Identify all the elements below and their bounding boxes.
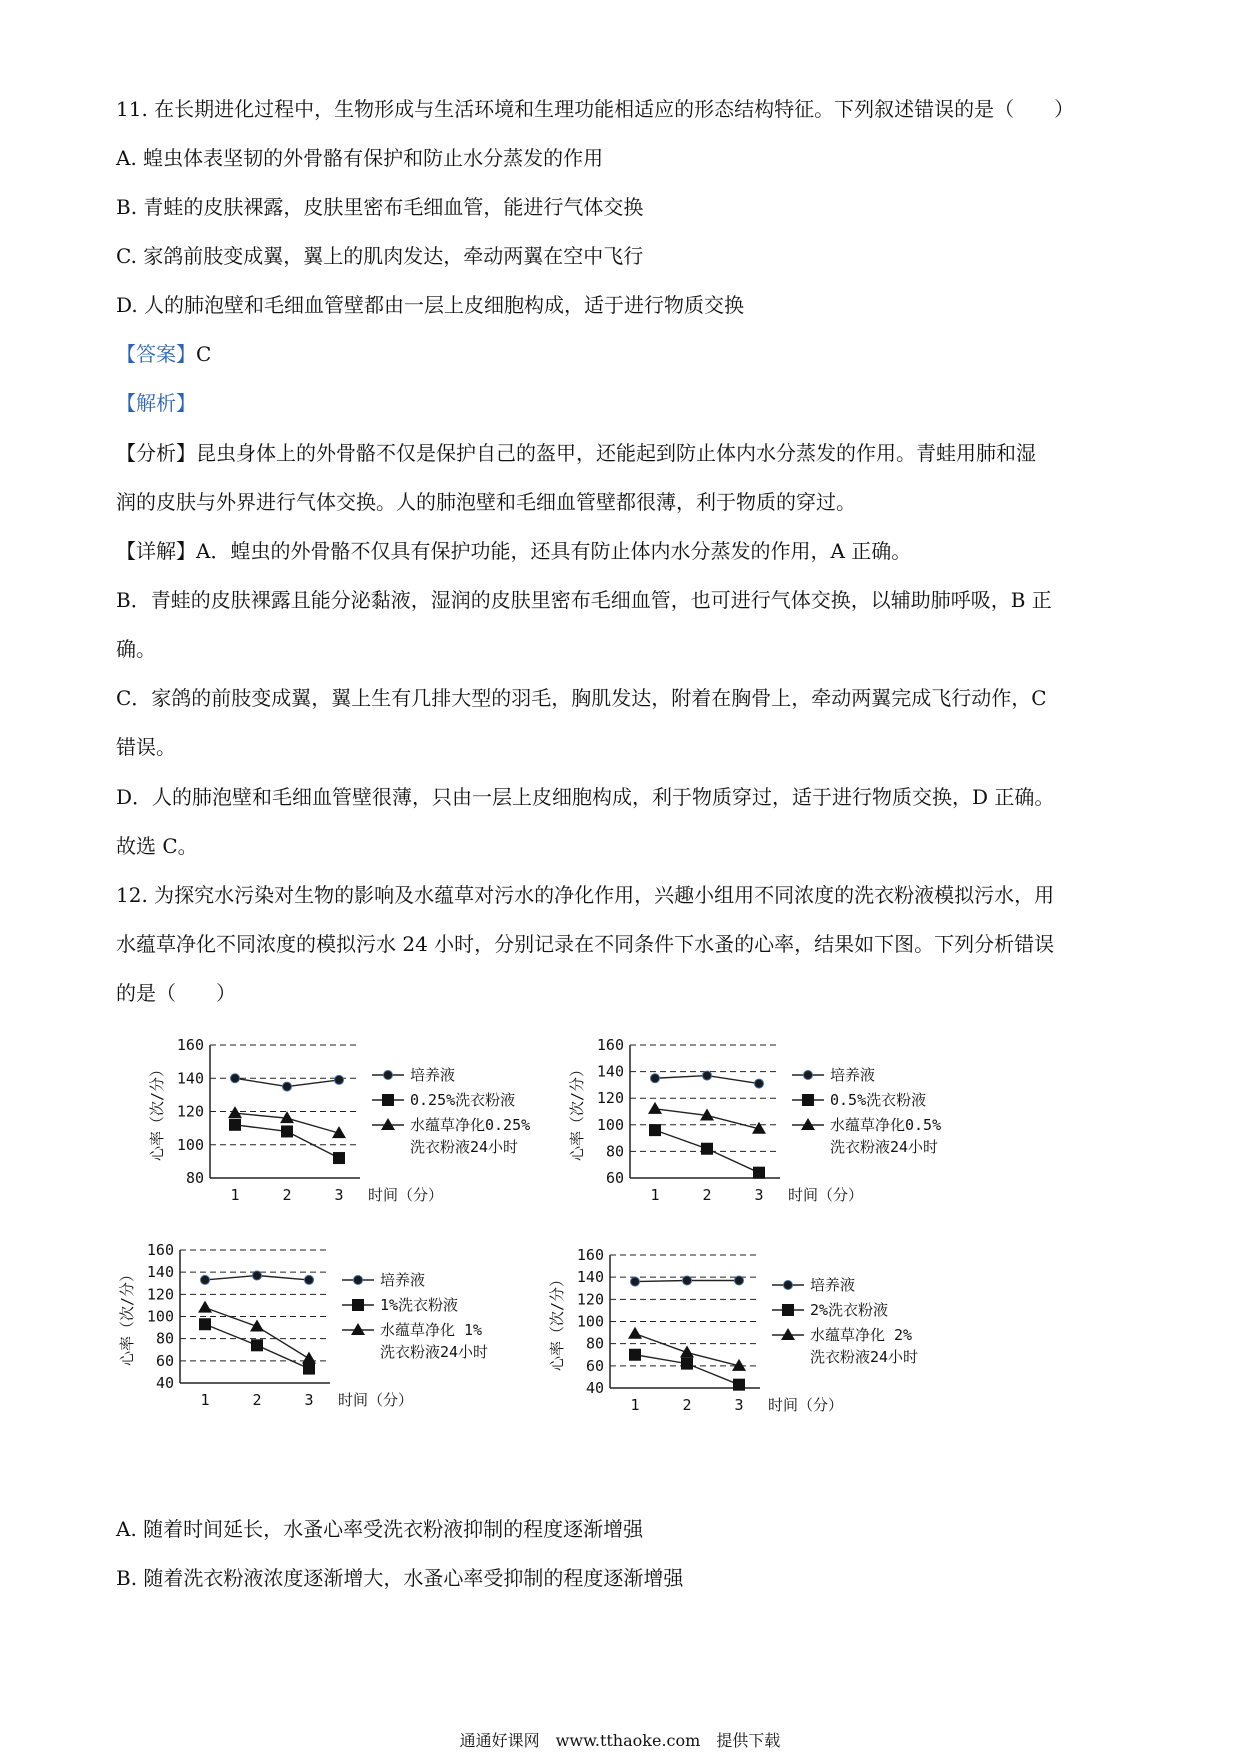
y-tick-label: 80 bbox=[605, 1142, 624, 1161]
y-axis-label: 心率（次/分） bbox=[148, 1061, 166, 1162]
legend-marker-circle bbox=[354, 1276, 363, 1285]
y-tick-label: 120 bbox=[176, 1102, 204, 1121]
y-tick-label: 120 bbox=[146, 1285, 174, 1304]
data-point-circle bbox=[735, 1276, 744, 1285]
x-tick-label: 1 bbox=[230, 1186, 240, 1204]
data-point-circle bbox=[201, 1275, 210, 1284]
x-tick-label: 1 bbox=[630, 1396, 640, 1414]
y-tick-label: 80 bbox=[185, 1169, 204, 1187]
detail-line: B．青蛙的皮肤裸露且能分泌黏液，湿润的皮肤里密布毛细血管，也可进行气体交换，以辅助肺呼吸，B 正 bbox=[116, 588, 1052, 612]
detail-line: 错误。 bbox=[116, 735, 176, 759]
data-point-square bbox=[733, 1379, 745, 1391]
y-axis-label: 心率（次/分） bbox=[568, 1061, 586, 1162]
x-tick-label: 2 bbox=[702, 1186, 712, 1204]
data-point-circle bbox=[253, 1271, 262, 1280]
detail-line: 【详解】A．蝗虫的外骨骼不仅具有保护功能，还具有防止体内水分蒸发的作用，A 正确。 bbox=[116, 539, 912, 563]
legend-marker-circle bbox=[804, 1071, 813, 1080]
q12-stem-line: 的是（ ） bbox=[116, 981, 236, 1005]
legend-marker-square bbox=[802, 1094, 814, 1106]
y-tick-label: 80 bbox=[585, 1334, 604, 1353]
data-point-circle bbox=[755, 1079, 764, 1088]
chart-1pct bbox=[110, 1235, 550, 1465]
y-tick-label: 160 bbox=[596, 1036, 624, 1054]
legend-label: 水蕴草净化 2% bbox=[810, 1326, 913, 1344]
legend-label: 1%洗衣粉液 bbox=[380, 1296, 459, 1314]
data-point-circle bbox=[335, 1075, 344, 1084]
data-point-circle bbox=[651, 1074, 660, 1083]
y-tick-label: 60 bbox=[585, 1356, 604, 1375]
x-tick-label: 1 bbox=[200, 1391, 210, 1409]
y-tick-label: 140 bbox=[146, 1263, 174, 1282]
answer-value: C bbox=[196, 342, 212, 366]
legend-label: 水蕴草净化0.5% bbox=[830, 1116, 942, 1134]
data-point-circle bbox=[283, 1082, 292, 1091]
data-point-circle bbox=[703, 1071, 712, 1080]
legend-marker-circle bbox=[384, 1071, 393, 1080]
y-tick-label: 160 bbox=[576, 1246, 604, 1264]
legend-marker-circle bbox=[784, 1281, 793, 1290]
y-tick-label: 100 bbox=[146, 1307, 174, 1326]
q11-option-a: A. 蝗虫体表坚韧的外骨骼有保护和防止水分蒸发的作用 bbox=[116, 146, 604, 170]
data-point-square bbox=[199, 1318, 211, 1330]
data-point-square bbox=[251, 1339, 263, 1351]
chart-0.25pct bbox=[140, 1030, 580, 1260]
detail-line: D．人的肺泡壁和毛细血管壁很薄，只由一层上皮细胞构成，利于物质穿过，适于进行物质交换，D 正确。 bbox=[116, 785, 1055, 809]
data-point-square bbox=[229, 1119, 241, 1131]
legend-label: 0.25%洗衣粉液 bbox=[410, 1091, 516, 1109]
data-point-square bbox=[753, 1167, 765, 1179]
data-point-triangle bbox=[302, 1352, 316, 1364]
data-point-triangle bbox=[680, 1346, 694, 1358]
data-point-triangle bbox=[228, 1106, 242, 1118]
footer: 通通好课网 www.tthaoke.com 提供下载 bbox=[459, 1731, 781, 1750]
legend-label: 洗衣粉液24小时 bbox=[810, 1348, 919, 1366]
analysis-line: 润的皮肤与外界进行气体交换。人的肺泡壁和毛细血管壁都很薄，利于物质的穿过。 bbox=[116, 490, 856, 514]
legend-label: 培养液 bbox=[810, 1276, 856, 1294]
x-tick-label: 3 bbox=[334, 1186, 344, 1204]
data-point-square bbox=[649, 1124, 661, 1136]
legend-marker-triangle bbox=[781, 1328, 795, 1340]
q12-option-b: B. 随着洗衣粉液浓度逐渐增大，水蚤心率受抑制的程度逐渐增强 bbox=[116, 1566, 684, 1590]
q12-stem-line: 水蕴草净化不同浓度的模拟污水 24 小时，分别记录在不同条件下水蚤的心率，结果如下图。下列分析错误 bbox=[116, 932, 1055, 956]
x-tick-label: 3 bbox=[754, 1186, 764, 1204]
y-tick-label: 100 bbox=[576, 1312, 604, 1331]
x-tick-label: 1 bbox=[650, 1186, 660, 1204]
y-axis-label: 心率（次/分） bbox=[118, 1266, 136, 1367]
y-tick-label: 40 bbox=[585, 1379, 604, 1397]
x-axis-label: 时间（分） bbox=[368, 1186, 444, 1204]
data-point-triangle bbox=[198, 1301, 212, 1313]
y-tick-label: 60 bbox=[155, 1351, 174, 1370]
y-axis-label: 心率（次/分） bbox=[548, 1271, 566, 1372]
data-point-triangle bbox=[628, 1327, 642, 1339]
x-axis-label: 时间（分） bbox=[338, 1391, 414, 1409]
data-point-square bbox=[629, 1349, 641, 1361]
legend-label: 培养液 bbox=[410, 1066, 456, 1084]
x-tick-label: 2 bbox=[252, 1391, 262, 1409]
data-point-square bbox=[701, 1143, 713, 1155]
y-tick-label: 100 bbox=[596, 1115, 624, 1134]
q11-option-c: C. 家鸽前肢变成翼，翼上的肌肉发达，牵动两翼在空中飞行 bbox=[116, 244, 644, 268]
legend-label: 洗衣粉液24小时 bbox=[380, 1343, 489, 1361]
x-tick-label: 2 bbox=[282, 1186, 292, 1204]
y-tick-label: 100 bbox=[176, 1135, 204, 1154]
x-axis-label: 时间（分） bbox=[768, 1396, 844, 1414]
legend-label: 水蕴草净化 1% bbox=[380, 1321, 483, 1339]
legend-marker-square bbox=[382, 1094, 394, 1106]
legend-marker-triangle bbox=[381, 1118, 395, 1130]
data-point-square bbox=[333, 1152, 345, 1164]
y-tick-label: 160 bbox=[146, 1241, 174, 1259]
x-tick-label: 3 bbox=[304, 1391, 314, 1409]
legend-label: 水蕴草净化0.25% bbox=[410, 1116, 531, 1134]
q11-answer bbox=[116, 341, 211, 367]
q11-option-d: D. 人的肺泡壁和毛细血管壁都由一层上皮细胞构成，适于进行物质交换 bbox=[116, 293, 745, 317]
data-point-triangle bbox=[648, 1102, 662, 1114]
analysis-line: 【分析】昆虫身体上的外骨骼不仅是保护自己的盔甲，还能起到防止体内水分蒸发的作用。青蛙用肺和湿 bbox=[116, 441, 1036, 465]
x-tick-label: 2 bbox=[682, 1396, 692, 1414]
y-tick-label: 140 bbox=[596, 1062, 624, 1081]
data-point-circle bbox=[683, 1276, 692, 1285]
data-point-square bbox=[681, 1358, 693, 1370]
legend-marker-triangle bbox=[801, 1118, 815, 1130]
explain-tag: 【解析】 bbox=[116, 391, 196, 415]
legend-marker-square bbox=[352, 1299, 364, 1311]
y-tick-label: 60 bbox=[605, 1169, 624, 1187]
x-axis-label: 时间（分） bbox=[788, 1186, 864, 1204]
y-tick-label: 140 bbox=[576, 1268, 604, 1287]
data-point-triangle bbox=[250, 1319, 264, 1331]
y-tick-label: 140 bbox=[176, 1069, 204, 1088]
y-tick-label: 80 bbox=[155, 1329, 174, 1348]
y-tick-label: 120 bbox=[576, 1290, 604, 1309]
data-point-circle bbox=[231, 1074, 240, 1083]
legend-label: 培养液 bbox=[830, 1066, 876, 1084]
legend-marker-triangle bbox=[351, 1323, 365, 1335]
legend-label: 0.5%洗衣粉液 bbox=[830, 1091, 927, 1109]
q11-stem: 11. 在长期进化过程中，生物形成与生活环境和生理功能相适应的形态结构特征。下列叙述错误的是（ ） bbox=[116, 97, 1075, 121]
x-tick-label: 3 bbox=[734, 1396, 744, 1414]
detail-line: C．家鸽的前肢变成翼，翼上生有几排大型的羽毛，胸肌发达，附着在胸骨上，牵动两翼完成飞行动作，C bbox=[116, 686, 1047, 710]
data-point-circle bbox=[631, 1277, 640, 1286]
legend-label: 2%洗衣粉液 bbox=[810, 1301, 889, 1319]
legend-label: 洗衣粉液24小时 bbox=[830, 1138, 939, 1156]
q12-option-a: A. 随着时间延长，水蚤心率受洗衣粉液抑制的程度逐渐增强 bbox=[116, 1517, 644, 1541]
chart-0.5pct bbox=[560, 1030, 1000, 1260]
y-tick-label: 40 bbox=[155, 1374, 174, 1392]
y-tick-label: 120 bbox=[596, 1089, 624, 1108]
data-point-square bbox=[281, 1125, 293, 1137]
y-tick-label: 160 bbox=[176, 1036, 204, 1054]
data-point-circle bbox=[305, 1275, 314, 1284]
detail-line: 确。 bbox=[116, 637, 156, 661]
data-point-square bbox=[303, 1363, 315, 1375]
legend-marker-square bbox=[782, 1304, 794, 1316]
q11-option-b: B. 青蛙的皮肤裸露，皮肤里密布毛细血管，能进行气体交换 bbox=[116, 195, 644, 219]
chart-2pct bbox=[540, 1240, 980, 1470]
legend-label: 洗衣粉液24小时 bbox=[410, 1138, 519, 1156]
q12-stem-line: 12. 为探究水污染对生物的影响及水蕴草对污水的净化作用，兴趣小组用不同浓度的洗衣粉液模拟污水，用 bbox=[116, 883, 1055, 907]
answer-tag: 【答案】 bbox=[116, 342, 196, 366]
legend-label: 培养液 bbox=[380, 1271, 426, 1289]
detail-line: 故选 C。 bbox=[116, 834, 198, 858]
